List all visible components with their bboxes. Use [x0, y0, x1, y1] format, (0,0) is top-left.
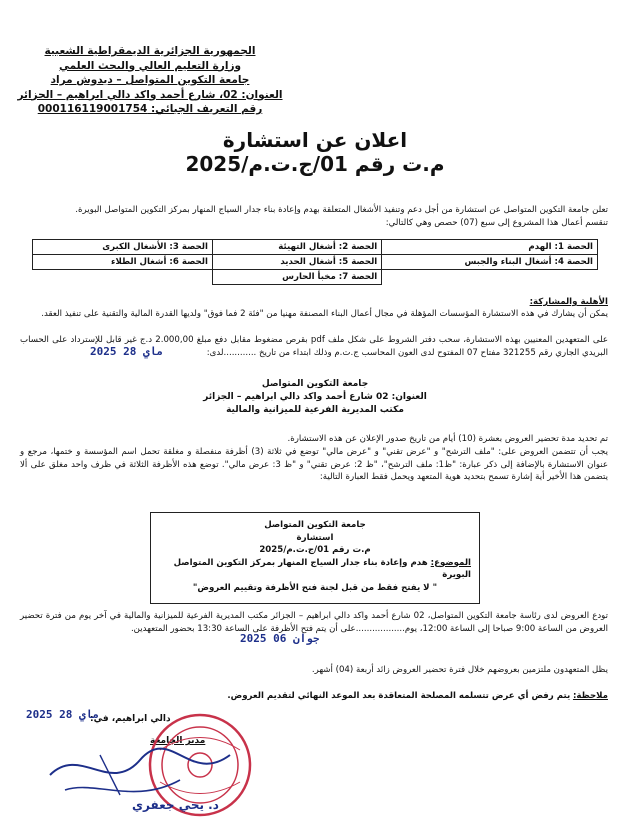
document-title: اعلان عن استشارة — [222, 128, 408, 152]
deposit-paragraph: تودع العروض لدى رئاسة جامعة التكوين المتواصل، 02 شارع أحمد واكد دالي ابراهيم – الجزائر مكتب المديرية الفرعية للميزانية والمالية في آخر يوم من فترة تحضير العروض من الساعة 9:00 صباحا إلى الساعة 12:00، يوم..................على أن يتم فتح الأظرفة على الساعة 13:30 بحضور المتعهدين. — [20, 611, 608, 634]
deadline-date-stamp: 2025 جوان 06 — [240, 632, 320, 645]
empty-cell — [33, 270, 213, 285]
lots-table — [32, 239, 598, 285]
signature-place: دالي ابراهيم، في: — [90, 714, 171, 724]
commitment-paragraph: يظل المتعهدون ملتزمين بعروضهم خلال فترة تحضير العروض زائد أربعة (04) أشهر. — [311, 665, 608, 675]
ministry-name: وزارة التعليم العالي والبحث العلمي — [58, 59, 242, 72]
director-name: د. يحي جعفري — [132, 798, 219, 812]
university-address: العنوان: 02، شارع أحمد واكد دالي ابراهيم – الجزائر — [17, 88, 283, 101]
lot-cell: الحصة 3: الأشغال الكبرى — [33, 240, 213, 255]
lots-intro: تنقسم أعمال هذا المشروع إلى سبع (07) حصص وهي كالتالي: — [385, 218, 608, 228]
consultation-number: م.ت رقم 01/ج.ت.م/2025 — [185, 152, 445, 176]
lot-cell: الحصة 1: الهدم — [382, 240, 598, 255]
signature-area — [20, 700, 270, 825]
lot-cell: الحصة 6: أشغال الطلاء — [33, 255, 213, 270]
note-label: ملاحظة: — [572, 691, 608, 701]
envelopes-paragraph: يجب أن تتضمن العروض على: "ملف الترشح" و "عرض تقني" و "عرض مالي" توضع في ثلاثة (3) أظرفة منفصلة و مغلقة تحمل اسم المؤسسة و ختمها، مرجع و عنوان الاستشارة بالإضافة إلى ذكر عبارة: "ظ1: ملف الترشح"، "ظ 2: عرض تقني" و "ظ 3: عرض مالي". توضع هذه الأظرفة الثلاثة في ظرف واحد مغلق على ألا يتضمن هذا الأخير أية إشارة تسمح بتحديد هوية المتعهد ويحمل فقط العبارة التالية: — [20, 447, 608, 482]
letterhead — [15, 44, 285, 117]
envelope-label-box — [150, 512, 480, 604]
address-line: جامعة التكوين المتواصل — [261, 379, 369, 389]
lot-cell: الحصة 5: أشغال الحديد — [212, 255, 381, 270]
eligibility-heading: الأهلية والمشاركة: — [529, 297, 608, 307]
lot-cell: الحصة 7: مخبأ الحارس — [212, 270, 381, 285]
preparation-period: تم تحديد مدة تحضير العروض بعشرة (10) أيام من تاريخ صدور الإعلان عن هذه الاستشارة. — [287, 434, 608, 444]
subject-label: الموضوع: — [430, 557, 471, 568]
intro-paragraph: تعلن جامعة التكوين المتواصل عن استشارة من أجل دعم وتنفيذ الأشغال المتعلقة بهدم وإعادة بناء جدار السياج المنهار بمركز التكوين المتواصل البويرة. — [75, 205, 608, 215]
date-stamp: 2025 ماي 28 — [90, 345, 163, 358]
envelope-line: م.ت رقم 01/ج.ت.م/2025 — [259, 545, 371, 555]
lot-cell: الحصة 2: أشغال التهيئة — [212, 240, 381, 255]
university-name: جامعة التكوين المتواصل – ديدوش مراد — [50, 74, 250, 86]
specifications-paragraph: على المتعهدين المعنيين بهذه الاستشارة، سحب دفتر الشروط على شكل ملف pdf بقرص مضغوط مقابل دفع مبلغ 2.000,00 د.ج غير قابل للإسترداد على الحساب البريدي الجاري رقم 321255 مفتاح 07 المفتوح لدى العون المحاسب ج.ت.م وذلك ابتداء من تاريخ ............لدى: — [20, 335, 608, 358]
director-title: مدير الجامعة — [150, 736, 206, 746]
envelope-line: جامعة التكوين المتواصل — [264, 520, 366, 530]
address-line: مكتب المديرية الفرعية للميزانية والمالية — [226, 405, 404, 415]
empty-cell — [382, 270, 598, 285]
envelope-line: " لا يفتح فقط من قبل لجنة فتح الأظرفة وتقييم العروض" — [192, 582, 438, 593]
table-row — [33, 240, 598, 255]
envelope-subject — [159, 557, 471, 582]
note-text: يتم رفض أي عرض تتسلمه المصلحة المتعاقدة بعد الموعد النهائي لتقديم العروض. — [227, 691, 571, 701]
signature-date: 2025 ماي 28 — [26, 708, 99, 721]
table-row — [33, 255, 598, 270]
eligibility-paragraph: يمكن أن يشارك في هذه الاستشارة المؤسسات المؤهلة في مجال أعمال البناء المصنفة مهنيا من "فئة 2 فما فوق" ولديها القدرة المالية والتقنية على تنفيذ العقد. — [41, 309, 608, 319]
submission-address — [0, 378, 630, 417]
tax-id: رقم التعريف الجبائي: 000116119001754 — [37, 103, 263, 115]
address-line: العنوان: 02 شارع أحمد واكد دالي ابراهيم – الجزائر — [203, 392, 427, 402]
table-row — [33, 270, 598, 285]
envelope-line: استشارة — [296, 532, 334, 543]
republic-name: الجمهورية الجزائرية الديمقراطية الشعبية — [44, 45, 256, 57]
lot-cell: الحصة 4: أشغال البناء والجبس — [382, 255, 598, 270]
subject-text: هدم وإعادة بناء جدار السياج المنهار بمركز التكوين المتواصل البويرة — [173, 557, 471, 580]
